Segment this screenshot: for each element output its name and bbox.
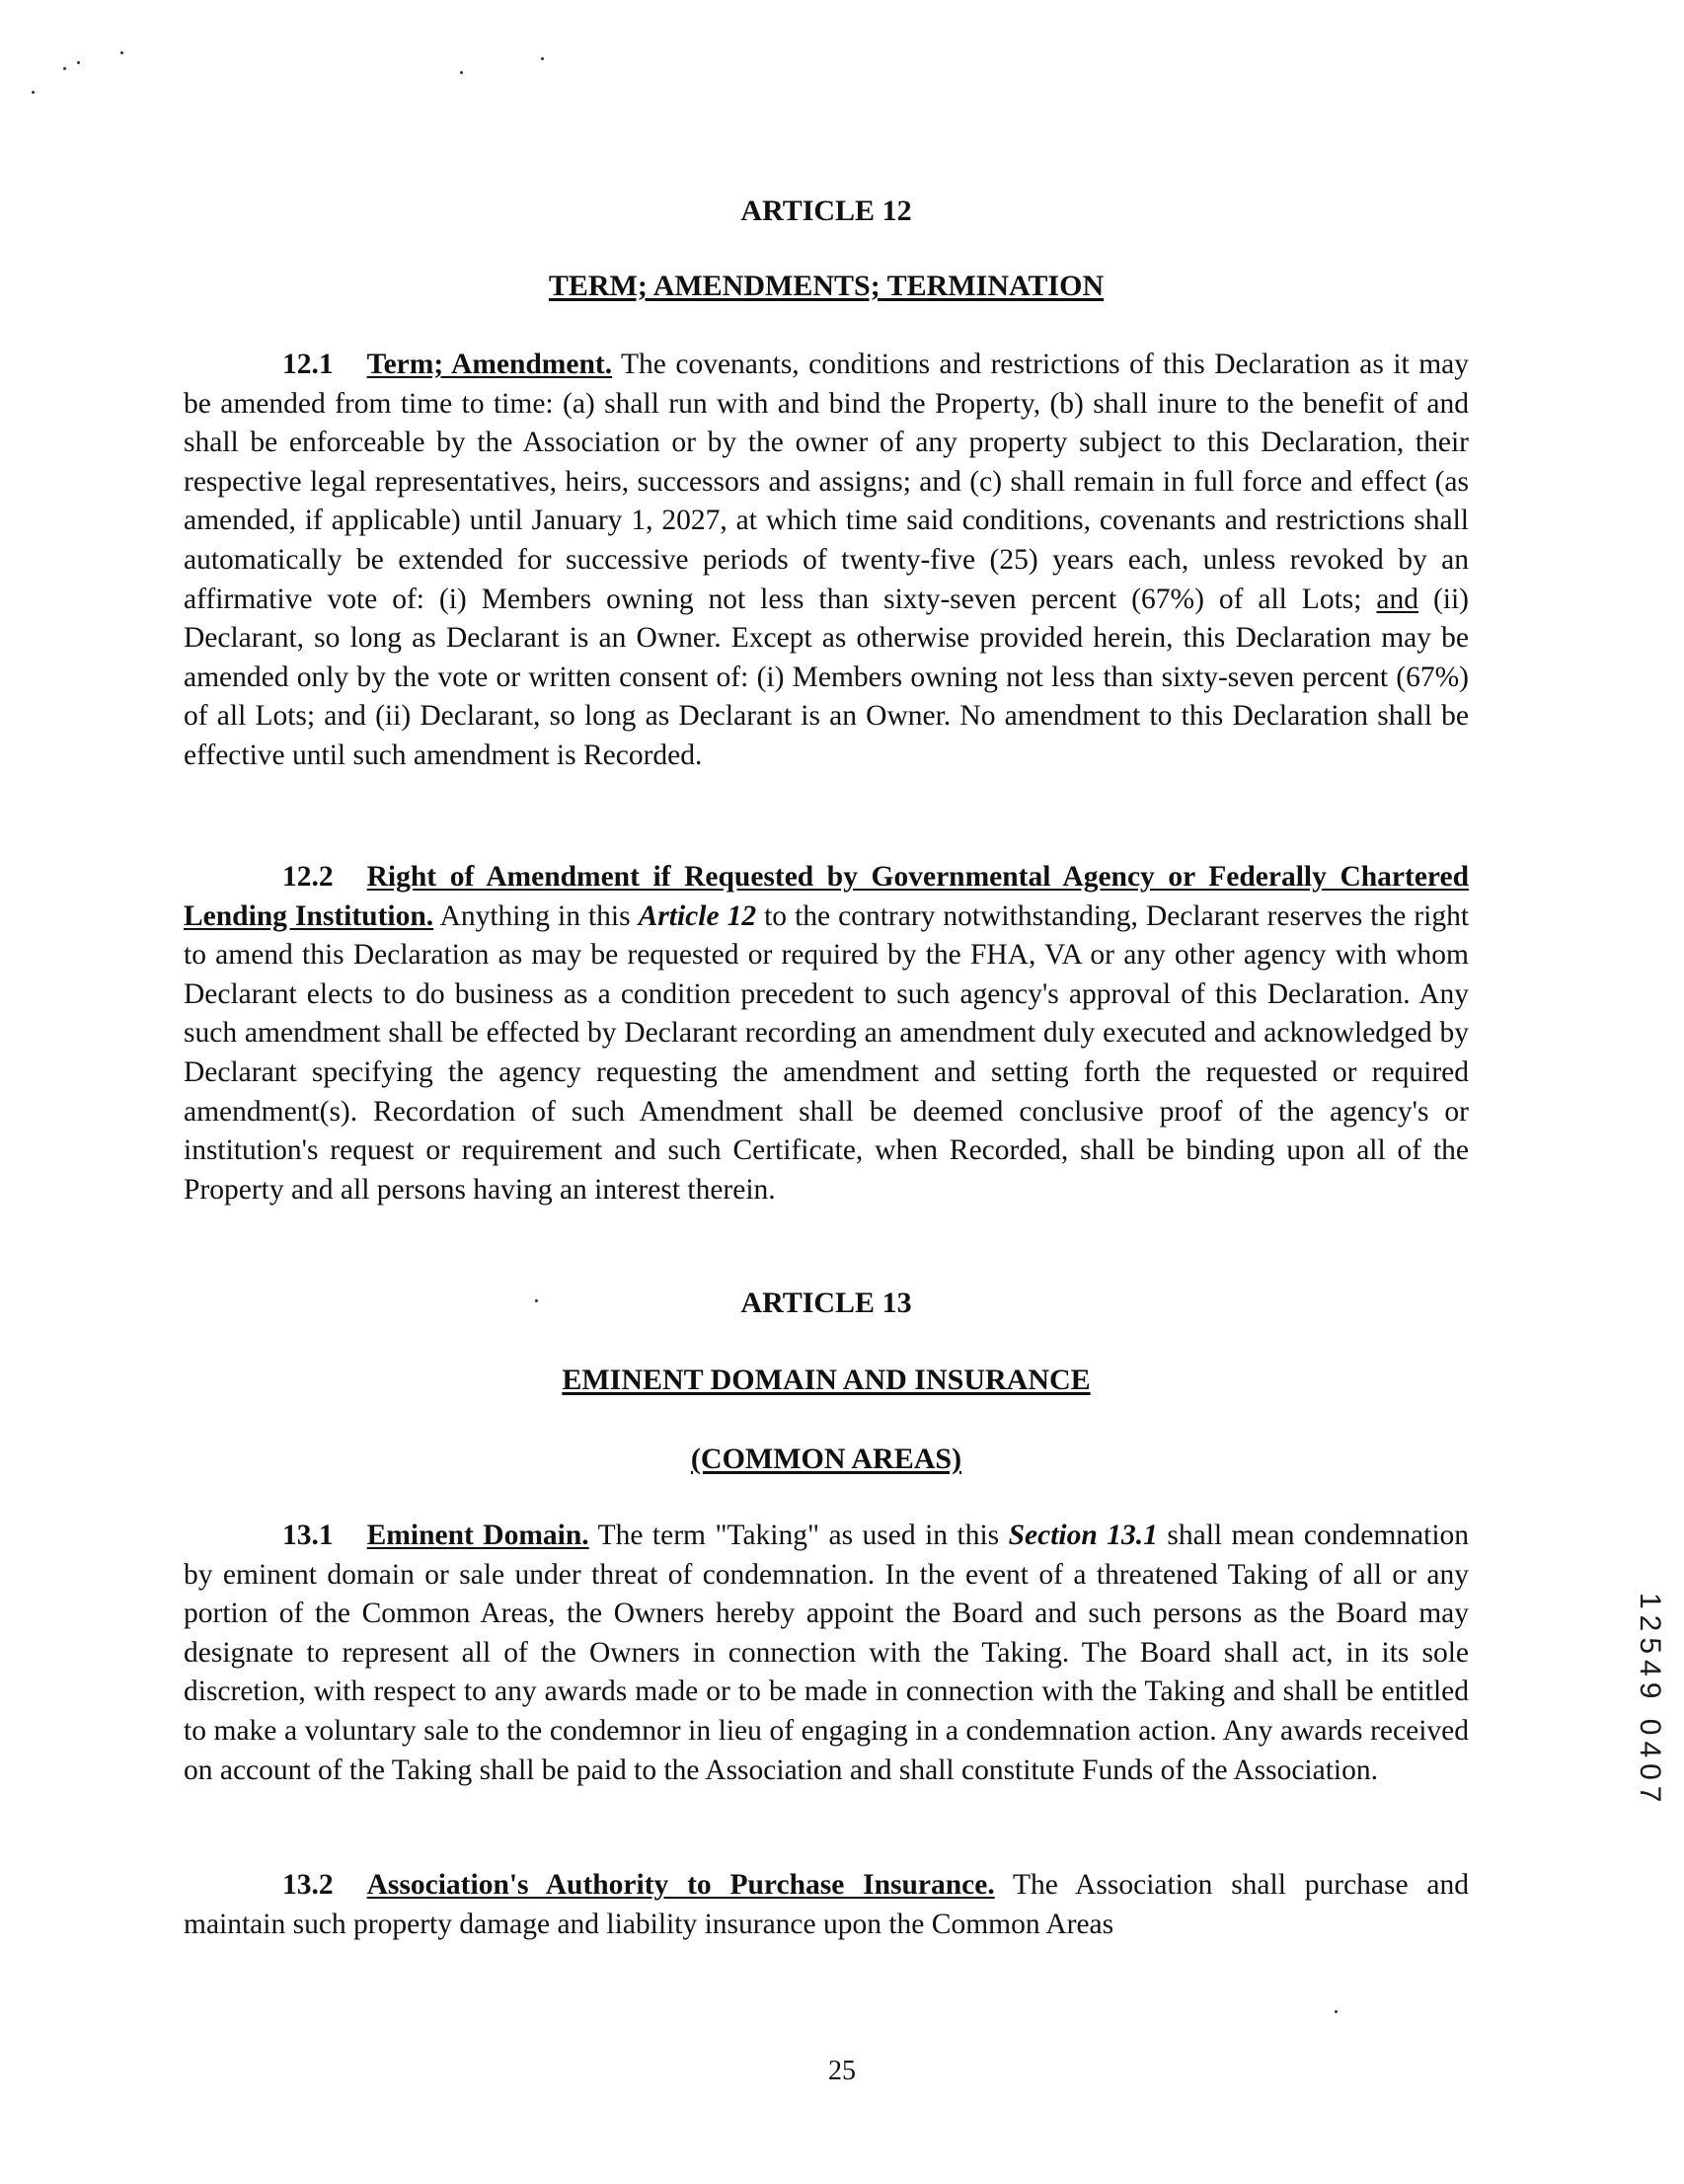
- section-13-2: [184, 1866, 1469, 1944]
- section-number: 12.2: [282, 861, 334, 893]
- section-text: shall mean condemnation by eminent domain or sale under threat of condemnation. In the event of a threatened Taking of all or any portion of the Common Areas, the Owners hereby appoint the Board and such persons as the Board may designate to represent all of the Owners in connection with the Taking. The Board shall act, in its sole discretion, with respect to any awards made or to be made in connection with the Taking and shall be entitled to make a voluntary sale to the condemnor in lieu of engaging in a condemnation action. Any awards received on account of the Taking shall be paid to the Association and shall constitute Funds of the Association.: [184, 1520, 1470, 1786]
- section-title: Eminent Domain.: [366, 1520, 589, 1551]
- section-text: The term "Taking" as used in this: [597, 1520, 1000, 1551]
- section-text: Anything in this: [439, 899, 631, 932]
- scan-speck: [541, 57, 544, 60]
- article-13-subtitle: (COMMON AREAS): [690, 1443, 962, 1475]
- scan-speck: [120, 51, 123, 54]
- article-13-title: EMINENT DOMAIN AND INSURANCE: [562, 1364, 1091, 1396]
- scan-speck: [32, 91, 35, 94]
- emphasized-word: and: [1376, 583, 1418, 615]
- section-12-1: [184, 346, 1469, 776]
- article-12-title: TERM; AMENDMENTS; TERMINATION: [548, 270, 1105, 302]
- page-number: 25: [828, 2056, 856, 2086]
- article-13-heading: ARTICLE 13: [740, 1287, 912, 1319]
- section-title: Term; Amendment.: [366, 349, 613, 380]
- section-number: 13.1: [282, 1520, 334, 1551]
- section-number: 13.2: [282, 1869, 334, 1901]
- scan-speck: [1335, 2010, 1338, 2013]
- article-12-heading: ARTICLE 12: [740, 195, 912, 227]
- section-text: The Association shall purchase and maintain such property damage and liability insurance upon the Common Areas: [184, 1869, 1469, 1940]
- scan-speck: [77, 61, 80, 64]
- cross-reference: Article 12: [638, 899, 757, 932]
- section-text: to the contrary notwithstanding, Declarant reserves the right to amend this Declaration as may be requested or required by the FHA, VA or any other agency with whom Declarant elects to do business as a condition precedent to such agency's approval of this Declaration. Any such amendment shall be effected by Declarant recording an amendment duly executed and acknowledged by Declarant specifying the agency requesting the amendment and setting forth the requested or required amendment(s). Recordation of such Amendment shall be deemed conclusive proof of the agency's or institution's request or requirement and such Certificate, when Recorded, shall be binding upon all of the Property and all persons having an interest therein.: [184, 899, 1470, 1206]
- section-title: Association's Authority to Purchase Insurance.: [366, 1869, 995, 1901]
- cross-reference: Section 13.1: [1008, 1520, 1158, 1551]
- section-title: Right of Amendment if Requested by Governmental Agency or Federally Chartered Lending Institution.: [184, 861, 1469, 932]
- section-number: 12.1: [282, 349, 334, 380]
- section-13-1: [184, 1517, 1469, 1790]
- section-text: (ii) Declarant, so long as Declarant is an Owner. Except as otherwise provided herein, this Declaration may be amended only by the vote or written consent of: (i) Members owning not less than sixty-seven percent (67%) of all Lots; and (ii) Declarant, so long as Declarant is an Owner. No amendment to this Declaration shall be effective until such amendment is Recorded.: [184, 583, 1469, 771]
- scan-speck: [63, 67, 66, 70]
- section-text: The covenants, conditions and restrictions of this Declaration as it may be amended from time to time: (a) shall run with and bind the Property, (b) shall inure to the benefit of and shall be enforceable by the Association or by the owner of any property subject to this Declaration, their respective legal representatives, heirs, successors and assigns; and (c) shall remain in full force and effect (as amended, if applicable) until January 1, 2027, at which time said conditions, covenants and restrictions shall automatically be extended for successive periods of twenty-five (25) years each, unless revoked by an affirmative vote of: (i) Members owning not less than sixty-seven percent (67%) of all Lots;: [184, 349, 1469, 615]
- recording-stamp: 12549 0407: [1634, 1593, 1666, 1809]
- scan-speck: [460, 71, 463, 74]
- section-12-2: [184, 858, 1469, 1209]
